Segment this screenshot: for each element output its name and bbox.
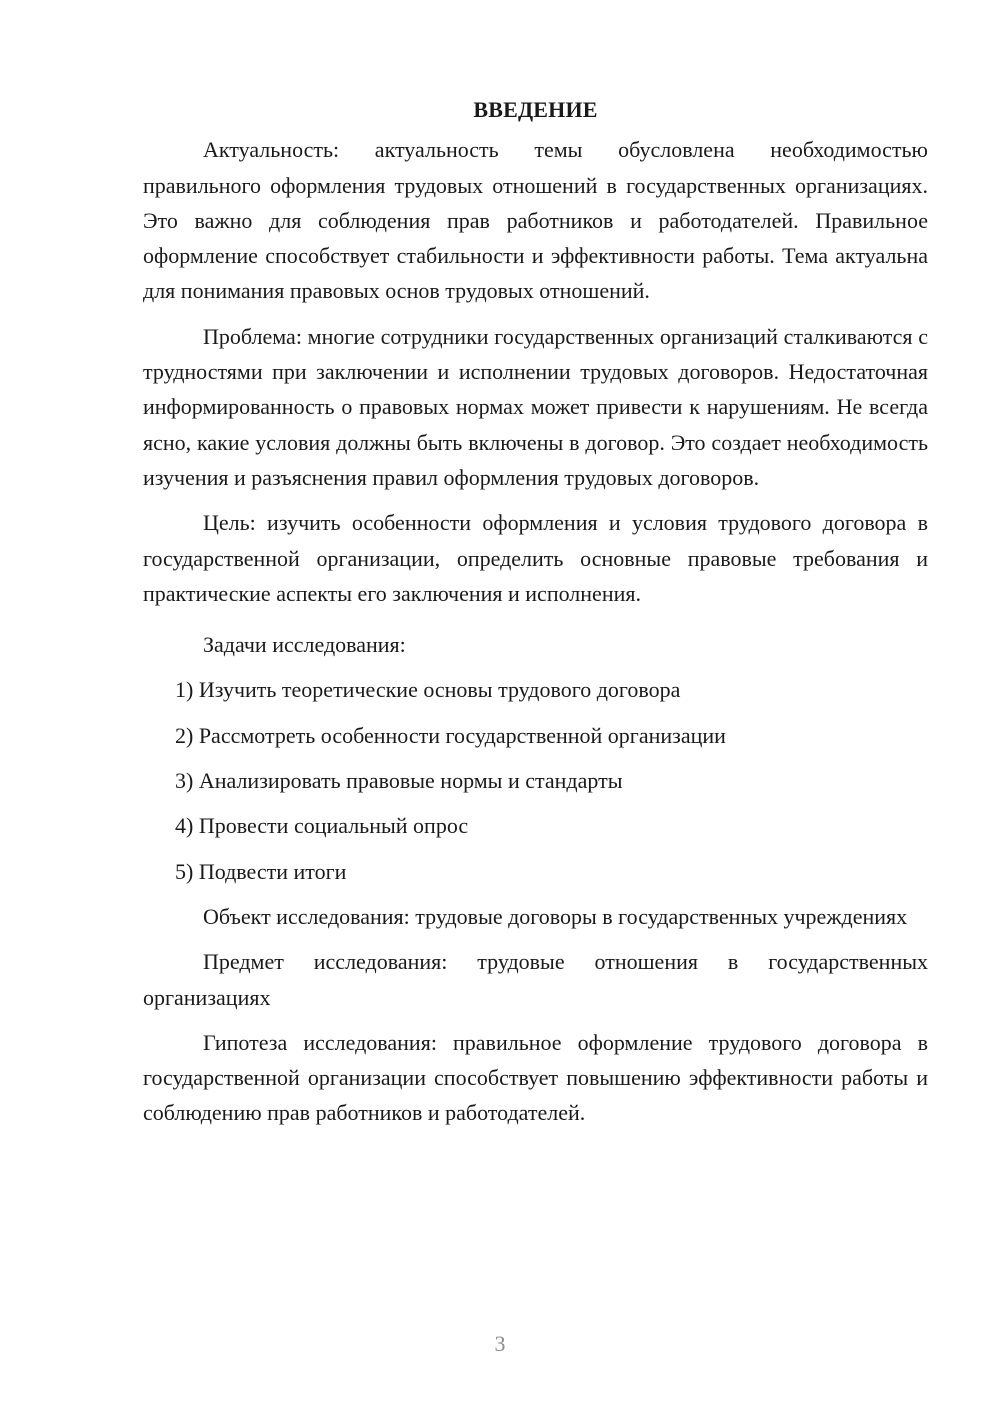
list-item: 2) Рассмотреть особенности государственной организации: [175, 722, 726, 748]
document-page: [143, 92, 928, 1141]
problem-paragraph: Проблема: многие сотрудники государственных организаций сталкиваются с трудностями при заключении и исполнении трудовых договоров. Недостаточная информированность о правовых нормах может привести к нарушениям. Не всегда ясно, какие условия должны быть включены в договор. Это создает необходимость изучения и разъяснения правил оформления трудовых договоров.: [143, 323, 928, 490]
page-title: ВВЕДЕНИЕ: [473, 97, 598, 122]
hypothesis-paragraph: Гипотеза исследования: правильное оформление трудового договора в государственной организации способствует повышению эффективности работы и соблюдению прав работников и работодателей.: [143, 1029, 928, 1126]
list-item: 1) Изучить теоретические основы трудового договора: [175, 677, 681, 703]
tasks-heading: Задачи исследования:: [203, 632, 406, 658]
list-item: 4) Провести социальный опрос: [175, 813, 469, 839]
tasks-list: [143, 672, 928, 888]
object-paragraph: Объект исследования: трудовые договоры в государственных учреждениях: [203, 903, 908, 929]
page-number: 3: [494, 1331, 506, 1356]
subject-paragraph: Предмет исследования: трудовые отношения в государственных организациях: [143, 949, 928, 1010]
relevance-paragraph: Актуальность: актуальность темы обусловлена необходимостью правильного оформления трудовых отношений в государственных организациях. Это важно для соблюдения прав работников и работодателей. Правильное оформление способствует стабильности и эффективности работы. Тема актуальна для понимания правовых основ трудовых отношений.: [143, 137, 928, 304]
list-item: 5) Подвести итоги: [175, 858, 347, 884]
goal-paragraph: Цель: изучить особенности оформления и условия трудового договора в государственной организации, определить основные правовые требования и практические аспекты его заключения и исполнения.: [143, 510, 928, 606]
list-item: 3) Анализировать правовые нормы и стандарты: [175, 768, 623, 794]
